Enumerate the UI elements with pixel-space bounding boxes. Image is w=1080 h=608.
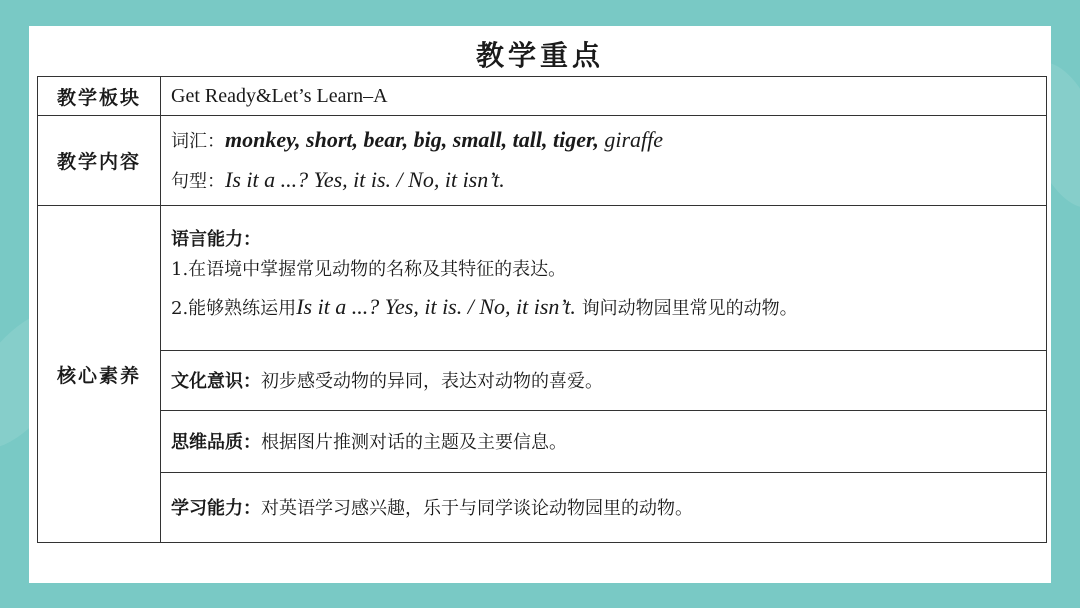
language-item-2: [171, 285, 1046, 331]
table-row: [161, 472, 1046, 542]
pattern-prefix: 句型：: [171, 170, 225, 192]
page-title: 教学重点: [475, 39, 604, 72]
language-heading: 语言能力：: [171, 228, 261, 250]
slide-card: [29, 26, 1051, 583]
vocab-line: [171, 121, 1046, 161]
block-value: Get Ready&Let’s Learn–A: [161, 77, 1047, 116]
language-item-1: 1.在语境中掌握常见动物的名称及其特征的表达。: [171, 258, 567, 280]
content-cell: [161, 116, 1047, 206]
thinking-heading: 思维品质：: [171, 432, 261, 453]
vocab-prefix: 词汇：: [171, 130, 225, 152]
row-label-content: 教学内容: [38, 116, 161, 206]
language-item-2-english: Is it a ...? Yes, it is. / No, it isn’t.: [296, 293, 576, 319]
core-cell: [161, 206, 1047, 543]
culture-text: 初步感受动物的异同，表达对动物的喜爱。: [261, 371, 603, 392]
culture-cell: [161, 350, 1046, 410]
pattern-text: Is it a ...? Yes, it is. / No, it isn’t.: [225, 166, 505, 192]
learning-heading: 学习能力：: [171, 498, 261, 520]
table-row: [161, 410, 1046, 472]
table-row: [161, 206, 1046, 350]
table-row: [161, 350, 1046, 410]
table-row: [38, 206, 1047, 543]
table-row: [38, 77, 1047, 116]
thinking-cell: [161, 410, 1046, 472]
row-label-block: 教学板块: [38, 77, 161, 116]
learning-text: 对英语学习感兴趣，乐于与同学谈论动物园里的动物。: [261, 498, 693, 520]
thinking-text: 根据图片推测对话的主题及主要信息。: [261, 432, 567, 453]
row-label-core: 核心素养: [38, 206, 161, 543]
core-subtable: [161, 206, 1046, 542]
teaching-focus-table: [37, 76, 1047, 543]
language-item-2-suffix: 询问动物园里常见的动物。: [575, 297, 798, 319]
language-cell: [161, 206, 1046, 350]
language-item-2-prefix: 2.能够熟练运用: [171, 297, 297, 319]
table-row: [38, 116, 1047, 206]
learning-cell: [161, 472, 1046, 542]
vocab-extra-word: giraffe: [598, 126, 663, 152]
pattern-line: [171, 161, 1046, 201]
vocab-words: monkey, short, bear, big, small, tall, tiger,: [225, 126, 599, 152]
culture-heading: 文化意识：: [171, 371, 261, 392]
